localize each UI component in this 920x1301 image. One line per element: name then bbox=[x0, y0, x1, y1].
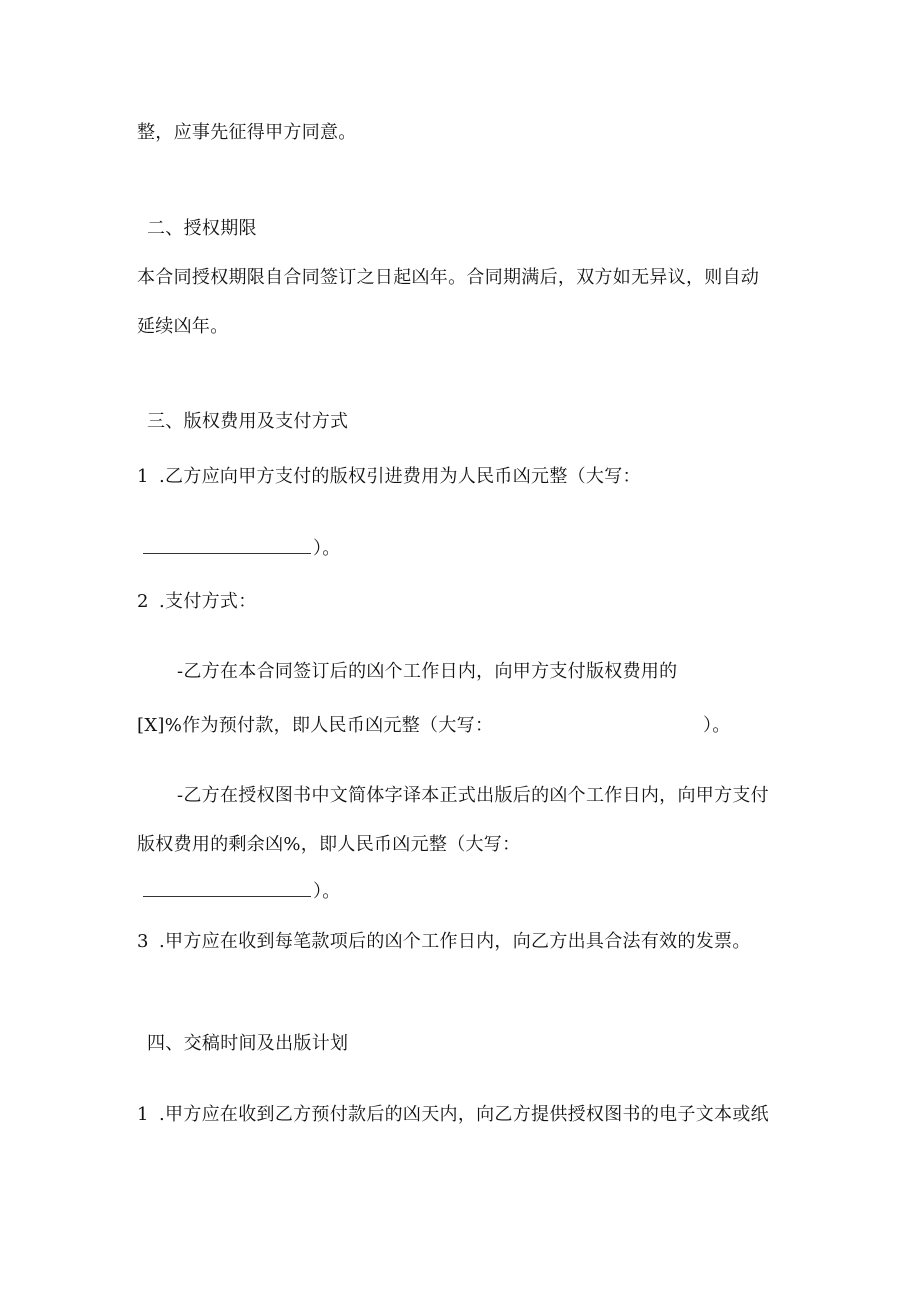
item-number: 1 bbox=[137, 1104, 149, 1125]
payment-2-line-2 bbox=[137, 833, 520, 857]
section-2-paragraph-line-1 bbox=[137, 266, 759, 290]
section-3-heading-text: 三、版权费用及支付方式 bbox=[147, 411, 349, 432]
payment-2-blank-line bbox=[143, 880, 341, 904]
item-text: .支付方式： bbox=[159, 591, 257, 612]
section-3-item-2 bbox=[137, 590, 257, 614]
blank-tail-text: ）。 bbox=[313, 881, 341, 902]
blank-tail-text: ）。 bbox=[313, 538, 341, 559]
payment-1-line-2-tail bbox=[703, 714, 731, 738]
payment-1-text-2: [X]%作为预付款，即人民币凶元整（大写： bbox=[137, 715, 494, 736]
item-number: 2 bbox=[137, 591, 149, 612]
continued-line bbox=[137, 121, 357, 145]
item-text: .甲方应在收到乙方预付款后的凶天内，向乙方提供授权图书的电子文本或纸 bbox=[159, 1104, 769, 1125]
fill-in-blank bbox=[143, 537, 311, 554]
section-3-item-1 bbox=[137, 465, 641, 489]
section-4-heading bbox=[147, 1032, 348, 1056]
payment-2-line-1 bbox=[177, 784, 769, 808]
section-4-item-1 bbox=[137, 1103, 769, 1127]
payment-1-line-2 bbox=[137, 714, 493, 738]
payment-2-text-1: -乙方在授权图书中文简体字译本正式出版后的凶个工作日内，向甲方支付 bbox=[177, 785, 769, 806]
item-text: .甲方应在收到每笔款项后的凶个工作日内，向乙方出具合法有效的发票。 bbox=[159, 931, 751, 952]
item-text: .乙方应向甲方支付的版权引进费用为人民币凶元整（大写： bbox=[159, 466, 641, 487]
section-2-paragraph-text-2: 延续凶年。 bbox=[137, 316, 229, 337]
section-3-item-3 bbox=[137, 930, 751, 954]
section-3-heading bbox=[147, 410, 348, 434]
item-number: 3 bbox=[137, 931, 149, 952]
section-3-item-1-blank-line bbox=[143, 537, 341, 561]
item-number: 1 bbox=[137, 466, 149, 487]
payment-1-text-1: -乙方在本合同签订后的凶个工作日内，向甲方支付版权费用的 bbox=[177, 661, 678, 682]
section-2-paragraph-line-2 bbox=[137, 315, 229, 339]
section-4-heading-text: 四、交稿时间及出版计划 bbox=[147, 1033, 349, 1054]
payment-2-text-2: 版权费用的剩余凶%，即人民币凶元整（大写： bbox=[137, 834, 521, 855]
continued-text: 整，应事先征得甲方同意。 bbox=[137, 122, 357, 143]
payment-1-line-1 bbox=[177, 660, 677, 684]
section-2-heading bbox=[147, 217, 257, 241]
section-2-paragraph-text-1: 本合同授权期限自合同签订之日起凶年。合同期满后，双方如无异议，则自动 bbox=[137, 267, 760, 288]
payment-1-tail-text: ）。 bbox=[703, 715, 731, 736]
fill-in-blank bbox=[143, 880, 311, 897]
section-2-heading-text: 二、授权期限 bbox=[147, 218, 257, 239]
